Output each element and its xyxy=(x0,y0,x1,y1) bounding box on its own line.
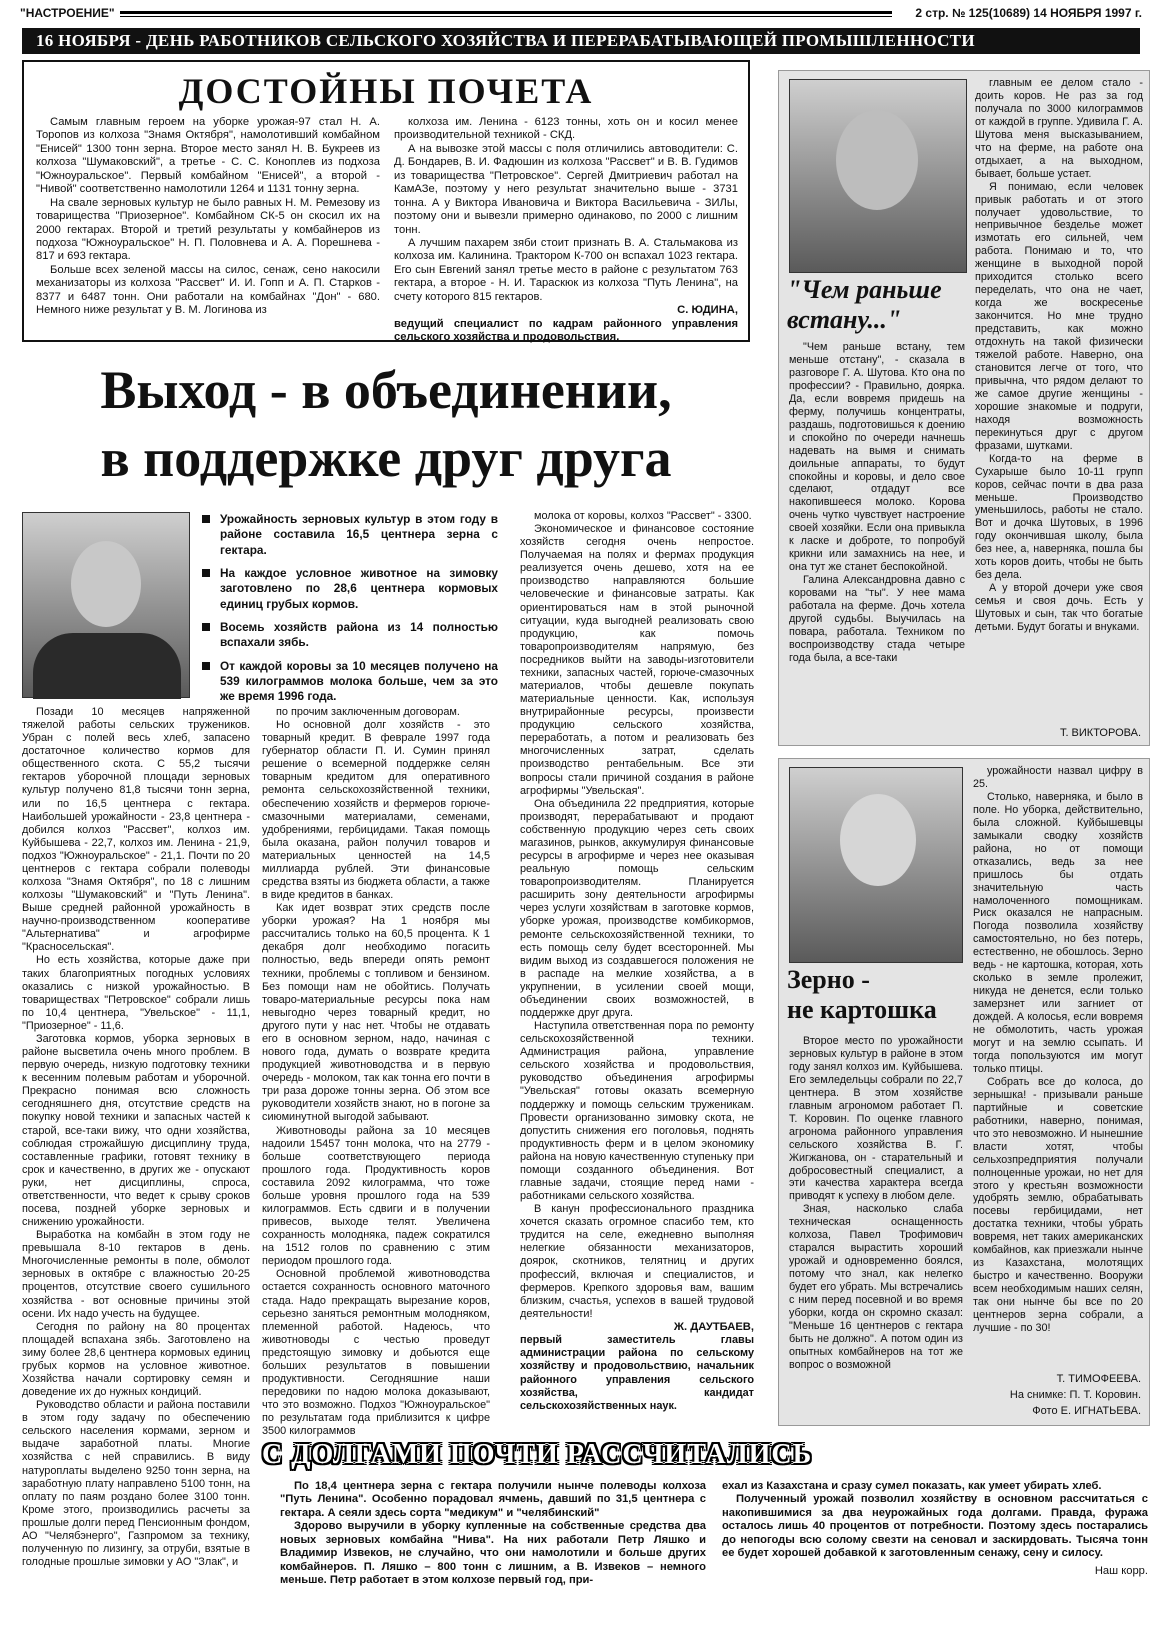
sidebar-grain xyxy=(778,758,1150,1426)
sidebar-early-rise-right xyxy=(975,77,1143,722)
paragraph: Сегодня по району на 80 процентах площадей вспахана зябь. Заготовлено на зиму более 28,6 центнера кормовых единиц грубых кормов на условное животное. Хозяйства начали сортировку семян и доведение их до нужных кондиций. xyxy=(22,1320,250,1399)
paragraph: На свале зерновых культур не было равных Н. М. Ремезову из товарищества "Приозерное". Комбайном СК-5 он скосил их на 2000 гектарах. Второй и третий результаты у комбайнеров из подхоза "Южноуральское" Н. П. Половнева и А. А. Порешнева - 817 и 693 гектара. xyxy=(36,196,380,263)
list-item: Урожайность зерновых культур в этом году в районе составила 16,5 центнера зерна с гектара. xyxy=(202,512,498,558)
masthead xyxy=(20,4,1142,26)
paragraph: Я понимаю, если человек привык работать и от этого получает удовольствие, то непривычное безделье может измотать его сильней, чем работа. Понимаю и то, что женщине в выходной порой приходится столько всего переделать, что она не чает, когда же воскресенье закончится. Но мне трудно представить, как можно отдохнуть на такой физически тяжелой работе. Наверно, она становится легче от того, что привычна, что рядом делают то же самое другие женщины - хорошие знакомые и подруги, находя возможность перекинуться друг с другом фразами, шутками. xyxy=(975,180,1143,452)
bullet-square-icon xyxy=(202,569,210,577)
paragraph: Позади 10 месяцев напряженной тяжелой работы сельских тружеников. Убран с полей весь хлеб, запасено достаточное количество кормов для общественного скота. С 55,2 тысячи гектаров уборочной площади зерновых культур получено 81,8 тысячи тонн зерна, или по 16,5 центнера с гектара. Наибольшей урожайности - 23,8 центнера - добился колхоз "Рассвет", колхоз им. Куйбышева - 22,7, колхоз им. Ленина - 21,9, подхоз "Южноуральское" - 21,1. Почти по 20 центнеров с гектара собрали полеводы колхоза "Знамя Октября", по 18 с лишним колхозы "Шумаковский" и "Путь Ленина". Выше средней районной урожайность в научно-производственном кооперативе "Альтернатива" и агрофирме "Красносельская". xyxy=(22,706,250,954)
list-item: От каждой коровы за 10 месяцев получено на 539 килограммов молока больше, чем за это же время 1996 года. xyxy=(202,659,498,705)
paragraph: В канун профессионального праздника хочется сказать огромное спасибо тем, кто трудится на селе, ежедневно выполняя нелегкие обязанности механизаторов, доярок, скотников, телятниц и других профессий, включая и специалистов, и фермеров. Крепкого здоровья вам, вашим близким, счастья, успехов в вашей трудовой деятельности! xyxy=(520,1203,754,1320)
paragraph: "Чем раньше встану, тем меньше отстану", - сказала в разговоре Г. А. Шутова. Кто она по профессии? - Правильно, доярка. Да, если вовремя придешь на ферму, получишь концентраты, раздашь, подготовишься к доению и спокойно по очереди начнешь надевать на вымя и снимать доильные аппараты, то будут спокойны и коровы, и дело свое сделают, отдадут все накопившееся молоко. Корова очень чутко чувствует настроение своей хозяйки. Если она привыкла к ласке и доброте, то попробуй крикни или замахнись на нее, и она тут же станет беспокойной. xyxy=(789,341,965,574)
paragraph: главным ее делом стало - доить коров. Не раз за год получала по 3000 килограммов от каждой в группе. Удивила Г. А. Шутова меня высказыванием, что на ферме, на работе она отдыхает, а на выходном, бывает, больше устает. xyxy=(975,77,1143,180)
paragraph: молока от коровы, колхоз "Рассвет" - 3300. xyxy=(534,510,752,522)
article-unity-col1 xyxy=(22,706,250,1569)
article-debts-col1 xyxy=(280,1480,706,1588)
paragraph: Полученный урожай позволил хозяйству в основном рассчитаться с накопившимися за два неурожайных года долгами. Правда, фуража осталось лишь 40 процентов от потребности. Поэтому здесь постарались до непогоды всю солому свезти на сеновал и заскирдовать. Тысяча тонн ее будет хорошей добавкой к заготовленным сенажу, сену и силосу. xyxy=(722,1493,1148,1560)
article-honor-title: ДОСТОЙНЫ ПОЧЕТА xyxy=(178,71,594,111)
paragraph: Но основной долг хозяйств - это товарный кредит. В феврале 1997 года губернатор области П. И. Сумин принял решение о всемерной поддержке селян товарным кредитом для оперативного ремонта сельскохозяйственной техники, обеспечению хозяйств и фермеров горюче-смазочными материалами, семенами, удобрениями, гербицидами. Такая помощь была оказана, район получил товаров и материальных ценностей на 14,5 миллиарда рублей. Эти финансовые средства взяты из бюджета области, а также в виде кредитов в банках. xyxy=(262,719,490,902)
paragraph: Самым главным героем на уборке урожая-97 стал Н. А. Торопов из колхоза "Знамя Октября", намолотивший комбайном "Енисей" 1300 тонн зерна. Второе место занял Н. В. Букреев из колхоза "Шумаковский", а третье - С. С. Коноплев из подхоза "Южноуральское". Первый комбайном "Енисей", а второй - "Нивой" соответственно намолотили 1264 и 1131 тонну зерна. xyxy=(36,116,380,196)
sidebar-grain-right xyxy=(973,765,1143,1369)
paragraph: Руководство области и района поставили в этом году задачу по обеспечению сельского населения кормами, зерном и выдаче заработной платы. Многие хозяйства с ней справились. В виду натуроплаты выделено 9250 тонн зерна, на заработную плату направлено 5100 тонн, на оплату по паям роздано более 3100 тонн. Кроме этого, производились расчеты за прошлые долги перед Пенсионным фондом, АО "Челябэнерго", Газпромом за технику, полученную по лизингу, за отруби, взятые в голодные прошлые зимовки у АО "Злак", и xyxy=(22,1399,250,1569)
article-debts-title: С ДОЛГАМИ ПОЧТИ РАССЧИТАЛИСЬ xyxy=(262,1439,813,1470)
paragraph: колхоза им. Ленина - 6123 тонны, хоть он и косил менее производительной техникой - СКД. xyxy=(394,116,738,142)
paragraph: Наступила ответственная пора по ремонту сельскохозяйственной техники. Администрация района, управление сельского хозяйства и продовольствия, руководство объединения агрофирмы "Увельская" готовы оказать всемерную поддержку и помощь сельским труженикам. Провести организованно зимовку скота, не допустить снижения его поголовья, поднять продуктивность ферм и в целом экономику района на новую качественную ступеньку при помощи созданного объединения. Вот главные задачи, стоящие перед нами - работниками сельского хозяйства. xyxy=(520,1020,754,1203)
list-item: Восемь хозяйств района из 14 полностью вспахали зябь. xyxy=(202,620,498,651)
article-unity-title-line2: в поддержке друг друга xyxy=(100,428,672,488)
agronomist-photo xyxy=(789,767,963,963)
paragraph: ехал из Казахстана и сразу сумел показать, как умеет убирать хлеб. xyxy=(722,1480,1102,1492)
issue-info: 2 стр. № 125(10689) 14 НОЯБРЯ 1997 г. xyxy=(915,6,1142,20)
author-position: ведущий специалист по кадрам районного управления сельского хозяйства и продовольствия. xyxy=(394,317,738,343)
face-shape xyxy=(836,110,918,210)
paragraph: По 18,4 центнера зерна с гектара получили нынче полеводы колхоза "Путь Ленина". Особенно порадовал ячмень, давший по 31,5 центнера с гектара. А сеяли здесь сорта "медикум" и "челябинский" xyxy=(280,1480,706,1519)
article-debts-header xyxy=(262,1436,822,1476)
photo-caption: На снимке: П. Т. Коровин. xyxy=(1009,1389,1141,1401)
paragraph: Выработка на комбайн в этом году не превышала 8-10 гектаров в день. Многочисленные ремонты в поле, обмолот зерновых в октябре с влажностью 20-25 процентов, отсутствие своего сушильного хозяйства - вот основные причины этой осени. Их надо учесть на будущее. xyxy=(22,1229,250,1320)
masthead-rule xyxy=(120,11,892,17)
key-facts-list xyxy=(202,512,498,713)
author-signature: С. ЮДИНА, xyxy=(677,304,738,317)
paragraph: А у второй дочери уже своя семья и своя дочь. Есть у Шутовых и сын, так что богатые детьми. Будут богаты и внуками. xyxy=(975,582,1143,634)
face-shape xyxy=(840,794,916,886)
author-signature: Ж. ДАУТБАЕВ, xyxy=(673,1320,754,1333)
paragraph: Но есть хозяйства, которые даже при таких благоприятных погодных условиях оказались с низкой урожайностью. В товариществах "Петровское" собрали лишь по 10,4 центнера, "Увельское" - 11,1, "Приозерное" - 11,6. xyxy=(22,954,250,1032)
article-honor-col2 xyxy=(394,116,738,344)
photo-credit: Фото Е. ИГНАТЬЕВА. xyxy=(1032,1405,1141,1417)
holiday-banner: 16 НОЯБРЯ - ДЕНЬ РАБОТНИКОВ СЕЛЬСКОГО ХОЗЯЙСТВА И ПЕРЕРАБАТЫВАЮЩЕЙ ПРОМЫШЛЕННОСТИ xyxy=(22,28,1140,54)
paragraph: Столько, наверняка, и было в поле. Но уборка, действительно, была сложной. Куйбышевцы замыкали сводку хозяйств района, но от помощи отказались, ведь за нее пришлось бы отдать значительную часть намолоченного помощникам. Риск оказался не напрасным. Погода позволила хозяйству самостоятельно, но без потерь, естественно, не обошлось. Зерно ведь - не картошка, которая, хоть сколько в земле пролежит, никуда не денется, если только замерзнет или загниет от дождей. А колосья, если вовремя не обмолотить, часть урожая могут и на землю ссыпать. И тогда попользуются им могут только птицы. xyxy=(973,790,1143,1075)
sidebar-early-rise-left xyxy=(789,341,965,736)
milkmaid-photo xyxy=(789,79,967,273)
paragraph: Второе место по урожайности зерновых культур в районе в этом году занял колхоз им. Куйбышева. Его земледельцы собрали по 22,7 центнера. В этом хозяйстве главным агрономом работает П. Т. Коровин. По оценке главного агронома районного управления сельского хозяйства В. Г. Жигжанова, он - старательный и добросовестный специалист, а эти качества характера всегда приводят к успеху в любом деле. xyxy=(789,1035,963,1203)
paragraph: А на вывозке этой массы с поля отличились автоводители: С. Д. Бондарев, В. И. Фадюшин из колхоза "Рассвет" и В. В. Гудимов из товарищества "Петровское". Сергей Дмитриевич работал на КамАЗе, поэтому у него результат значительно выше - 3731 тонна. А у Виктора Ивановича и Виктора Васильевича - ЗИЛы, поэтому они и вывезли примерно одинаково, по 2000 с лишним тонн. xyxy=(394,142,738,236)
sidebar-grain-title-line1: Зерно - xyxy=(787,965,870,994)
face-shape xyxy=(71,541,141,627)
newspaper-name: "НАСТРОЕНИЕ" xyxy=(20,6,115,20)
sidebar-grain-signature: Т. ТИМОФЕЕВА. xyxy=(1056,1373,1141,1385)
sidebar-grain-left xyxy=(789,1035,963,1421)
article-unity-col2 xyxy=(262,706,490,1438)
portrait-photo xyxy=(22,512,190,698)
paragraph: по прочим заключенным договорам. xyxy=(276,706,460,718)
article-unity-title-line1: Выход - в объединении, xyxy=(100,360,672,420)
article-debts-col2 xyxy=(722,1480,1148,1578)
article-honor xyxy=(22,60,750,342)
paragraph: Она объединила 22 предприятия, которые производят, перерабатывают и продают собственную продукцию через сеть своих магазинов, рынков, аккумулируя финансовые ресурсы в агрофирме и через нее оказывая реальную помощь сельским товаропроизводителям. Планируется расширить зону деятельности агрофирмы через услуги хозяйствам в заготовке кормов, уборке урожая, производстве комбикормов, ремонте сельскохозяйственной техники, то есть помощь селу будет всесторонней. Мы видим выход из создавшегося положения не в распаде на мелкие хозяйства, а в укрупнении, в усилении своей мощи, объединении своих возможностей, в поддержке друг друга. xyxy=(520,797,754,1019)
author-position: первый заместитель главы администрации района по сельскому хозяйству и продовольствию, начальник районного управления сельского хозяйства, кандидат сельскохозяйственных наук. xyxy=(520,1334,754,1412)
suit-shape xyxy=(33,633,181,699)
article-honor-col1 xyxy=(36,116,380,318)
paragraph: Заготовка кормов, уборка зерновых в районе высветила очень много проблем. В первую очередь, низкую подготовку техники к весенним полевым работам и уборочной. Прекрасно понимая всю сложность сегодняшнего дня, отсутствие средств на покупку новой техники и запасных частей к старой, все-таки вижу, что одни хозяйства, соблюдая строжайшую дисциплину труда, составленные графики, готовят технику в срок и качественно, в других же - опускают руки, нет дисциплины, спроса, ответственности, что ведет к срыву сроков посева, поздней уборке зерновых и снижению урожайности. xyxy=(22,1032,250,1229)
sidebar-early-rise-signature: Т. ВИКТОРОВА. xyxy=(1059,727,1141,739)
sidebar-early-rise-title: "Чем раньше встану..." xyxy=(787,275,942,334)
paragraph: Как идет возврат этих средств после уборки урожая? На 1 ноября мы рассчитались только на 60,5 процента. К 1 декабря долг необходимо погасить полностью, ведь впереди опять ремонт техники, проблемы с топливом и бензином. Без помощи нам не обойтись. Получать товаро-материальные ресурсы пока нам невыгодно через товарный кредит, но другого пути у нас нет. Чтобы не отдавать его в основном зерном, надо, начиная с нового года, думать о возврате кредита продукцией животноводства и в первую очередь - молоком, так как тонна его почти в три раза дороже тонны зерна. Об этом все руководители хозяйств знают, но в погоне за сиюминутной выгодой забывают. xyxy=(262,902,490,1124)
bullet-square-icon xyxy=(202,662,210,670)
paragraph: урожайности назвал цифру в 25. xyxy=(973,765,1143,790)
bullet-square-icon xyxy=(202,623,210,631)
paragraph: Галина Александровна давно с коровами на "ты". У нее мама работала на ферме. Дочь хотела другой судьбы. Выучилась на повара, работала. Техником по воспроизводству стада четыре года была, а все-таки xyxy=(789,574,965,664)
sidebar-early-rise xyxy=(778,70,1150,746)
paragraph: Когда-то на ферме в Сухарыше было 10-11 групп коров, сейчас почти в два раза меньше. Производство уменьшилось, работы не стало. Вот и дочка Шутовых, в 1996 году окончившая школу, была без нее, а, наверняка, пошла бы хоть коров доить, чтобы не быть без дела. xyxy=(975,452,1143,582)
paragraph: А лучшим пахарем зяби стоит признать В. А. Стальмакова из колхоза им. Калинина. Трактором К-700 он вспахал 1023 гектара. Его сын Евгений занял третье место в районе с результатом 763 гектара, а второе - Н. И. Тараскюк из колхоза "Путь Ленина", на счету которого 815 гектаров. xyxy=(394,236,738,303)
list-item: На каждое условное животное на зимовку заготовлено по 28,6 центнера кормовых единиц грубых кормов. xyxy=(202,566,498,612)
paragraph: Зная, насколько слаба техническая оснащенность колхоза, Павел Трофимович старался вырастить хороший урожай и одновременно боялся, потому что знал, как нелегко будет его убрать. Мы встречались с ним перед посевной и во время уборки, когда он скромно сказал: "Меньше 16 центнеров с гектара быть не должно". А потом один из опытных комбайнеров на тот же вопрос о возможной xyxy=(789,1203,963,1371)
paragraph: Экономическое и финансовое состояние хозяйств сегодня очень непростое. Получаемая на полях и фермах продукция реализуется очень дешево, хотя на ее производство направляются большие человеческие и финансовые затраты. Как ориентироваться нам в этой рыночной ситуации, куда выгодней реализовать свою продукцию, как помочь товаропроизводителям напрямую, без посредников выйти на заводы-изготовители техники, запасных частей, горюче-смазочных материалов, чтобы дешевле покупать материальные ценности. Как, используя внутрирайонные ресурсы, произвести продукцию сельского хозяйства, переработать, а потом и реализовать без многочисленных затрат, сделать производство рентабельным. Все эти вопросы стали причиной создания в районе агрофирмы "Увельская". xyxy=(520,523,754,797)
paragraph: Здорово выручили в уборку купленные на собственные средства два новых зерновых комбайна "Нива". На них работали Петр Ляшко и Владимир Извеков, не случайно, что они намолотили и больше других комбайнеров. П. Ляшко – 800 тонн с лишним, а В. Извеков – немного меньше. Петр работает в этом колхозе первый год, при- xyxy=(280,1520,706,1587)
sidebar-grain-title-line2: не картошка xyxy=(787,995,937,1024)
bullet-square-icon xyxy=(202,515,210,523)
article-unity-col3 xyxy=(520,510,754,1430)
paragraph: Животноводы района за 10 месяцев надоили 15457 тонн молока, что на 2779 - больше соответствующего периода прошлого года. Продуктивность коров составила 2092 килограмма, что тоже больше уровня прошлого года на 539 килограммов. Есть сдвиги и в получении привесов, выходе телят. Увеличена сохранность молодняка, падеж сократился на 1512 голов по сравнению с этим периодом прошлого года. xyxy=(262,1124,490,1268)
article-debts-signature: Наш корр. xyxy=(1094,1564,1148,1577)
paragraph: Собрать все до колоса, до зернышка! - призывали раньше партийные и советские работники, наверно, понимая, что это невозможно. И нынешние власти хотят, чтобы сельхозпредприятия получали полноценные урожаи, но нет для этого у крестьян возможности удобрять землю, обрабатывать посевы гербицидами, нет достатка техники, чтобы убрать вовремя, нет таких американских комбайнов, как приезжали нынче из Казахстана, молотящих быстро и качественно. Вооружи всем необходимым наших селян, так они нынче бы все по 20 центнеров зерна собрали, а лучшие - по 30! xyxy=(973,1075,1143,1334)
paragraph: Основной проблемой животноводства остается сохранность основного маточного стада. Надо прекращать вырезание коров, серьезно заняться ремонтным молодняком, племенной работой. Надеюсь, что животноводы с честью проведут предстоящую зимовку и добьются еще больших результатов в повышении продуктивности. Сегодняшние наши передовики по надою молока доказывают, что это возможно. Подхоз "Южноуральское" по результатам года приблизится к цифре 3500 килограммов xyxy=(262,1268,490,1438)
paragraph: Больше всех зеленой массы на силос, сенаж, сено накосили механизаторы из колхоза "Рассвет" И. И. Гопп и А. П. Старков - 8377 и 6487 тонн. Они работали на комбайнах "Дон" - 680. Немного ниже результат у В. М. Логинова из xyxy=(36,263,380,317)
